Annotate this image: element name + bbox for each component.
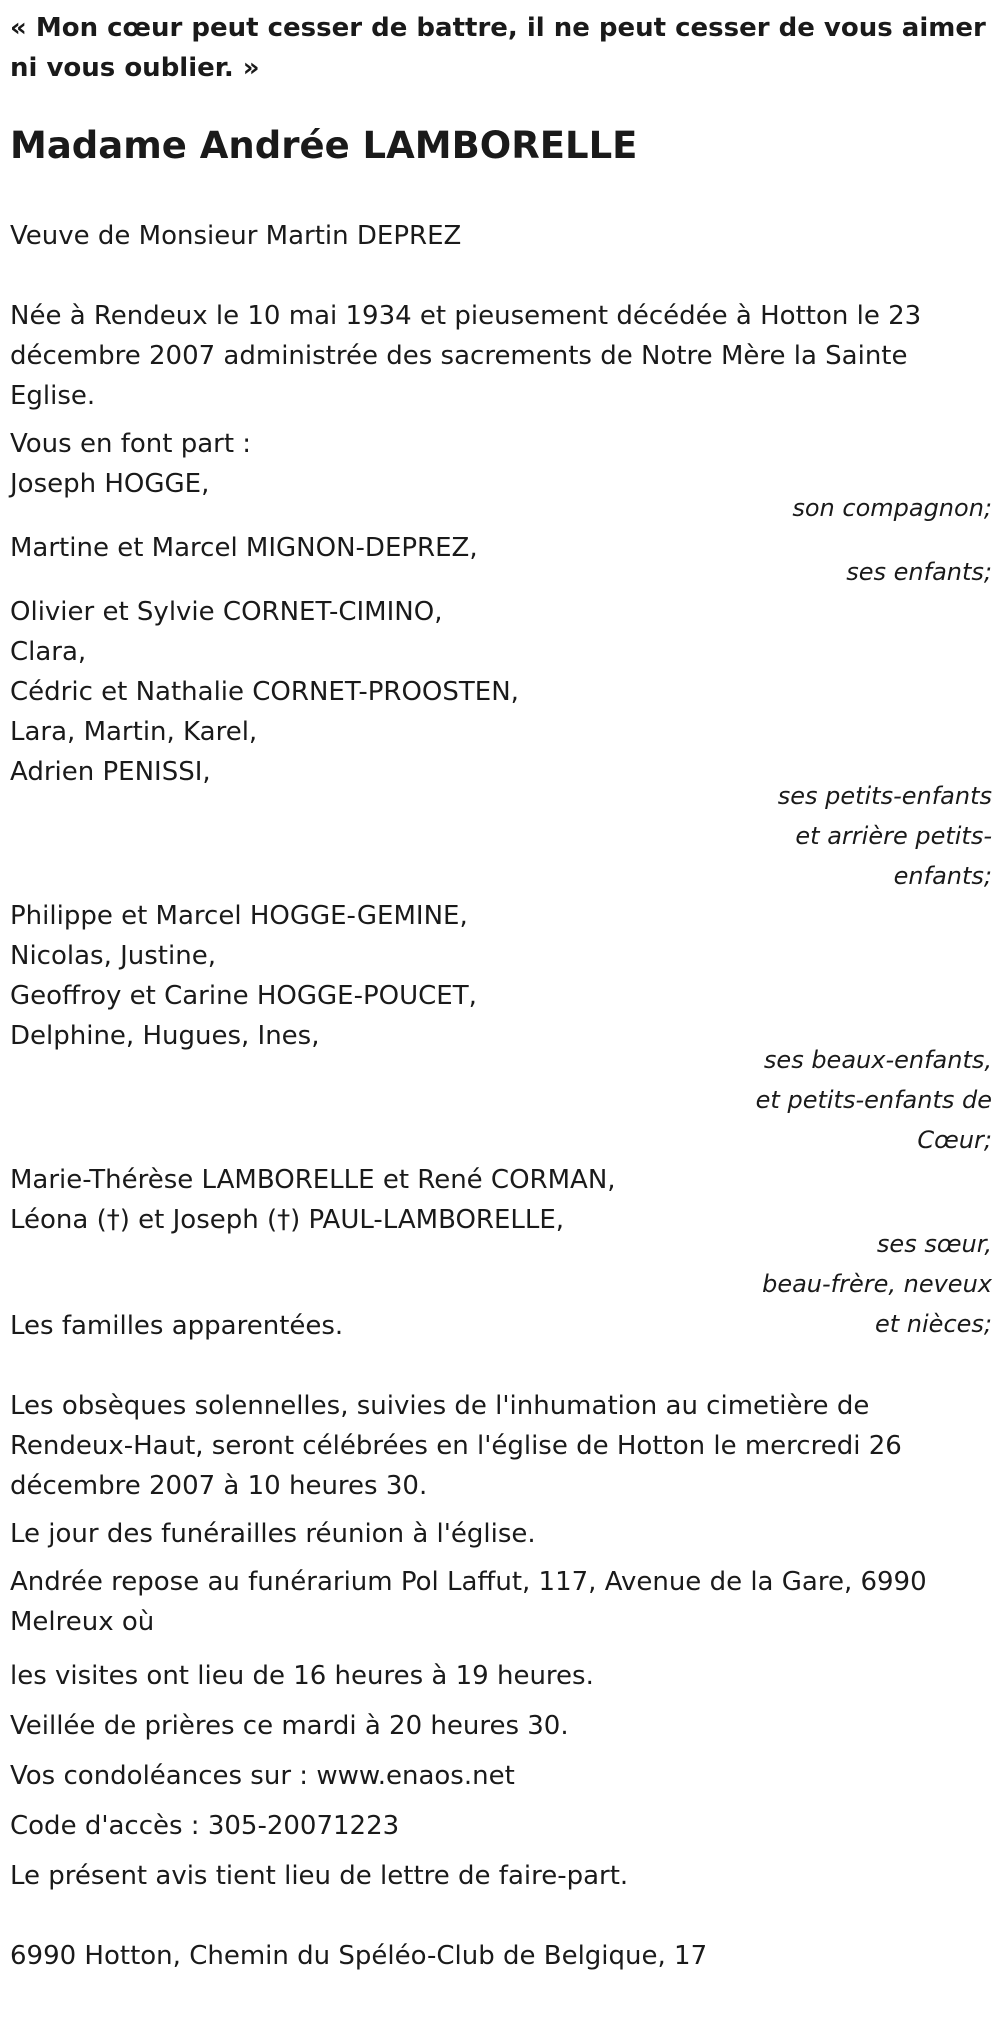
grandchildren-line: Olivier et Sylvie CORNET-CIMINO, (10, 597, 443, 627)
children-names: Martine et Marcel MIGNON-DEPREZ, (10, 533, 478, 563)
companion-relation: son compagnon; (792, 494, 992, 522)
stepchildren-line: Nicolas, Justine, (10, 941, 216, 971)
siblings-line: Marie-Thérèse LAMBORELLE et René CORMAN, (10, 1165, 616, 1195)
relation-line: et petits-enfants de (755, 1086, 992, 1114)
access-code-line: Code d'accès : 305-20071223 (10, 1811, 400, 1841)
stepchildren-line: Philippe et Marcel HOGGE-GEMINE, (10, 901, 468, 931)
funeral-paragraph: Les obsèques solennelles, suivies de l'inhumation au cimetière de Rendeux-Haut, seront célébrées en l'église de Hotton le mercredi 26 décembre 2007 à 10 heures 30. (10, 1391, 902, 1501)
stepchildren-line: Geoffroy et Carine HOGGE-POUCET, (10, 981, 477, 1011)
epigraph-quote: « Mon cœur peut cesser de battre, il ne peut cesser de vous aimer ni vous oublier. » (10, 13, 986, 83)
grandchildren-line: Clara, (10, 637, 87, 667)
deceased-name: Madame Andrée LAMBORELLE (10, 124, 638, 167)
visits-line: les visites ont lieu de 16 heures à 19 heures. (10, 1661, 594, 1691)
relation-line: et arrière petits- (795, 822, 992, 850)
birth-death-paragraph: Née à Rendeux le 10 mai 1934 et pieusement décédée à Hotton le 23 décembre 2007 administrée des sacrements de Notre Mère la Sainte Eglise. (10, 301, 922, 411)
grandchildren-line: Cédric et Nathalie CORNET-PROOSTEN, (10, 677, 519, 707)
relation-line: ses sœur, (876, 1230, 992, 1258)
grandchildren-line: Lara, Martin, Karel, (10, 717, 258, 747)
grandchildren-line: Adrien PENISSI, (10, 757, 211, 787)
address-line: 6990 Hotton, Chemin du Spéléo-Club de Belgique, 17 (10, 1941, 708, 1971)
notice-line: Le présent avis tient lieu de lettre de faire-part. (10, 1861, 629, 1891)
companion-name: Joseph HOGGE, (10, 469, 210, 499)
grandchildren-relation (592, 776, 992, 896)
siblings-line: Léona (†) et Joseph (†) PAUL-LAMBORELLE, (10, 1205, 565, 1235)
meeting-line: Le jour des funérailles réunion à l'église. (10, 1519, 536, 1549)
stepchildren-line: Delphine, Hugues, Ines, (10, 1021, 320, 1051)
children-relation: ses enfants; (846, 558, 992, 586)
relation-line: beau-frère, neveux (762, 1270, 992, 1298)
relation-line: enfants; (893, 862, 992, 890)
relation-line: et nièces; (875, 1310, 992, 1338)
vigil-line: Veillée de prières ce mardi à 20 heures 30. (10, 1711, 569, 1741)
relation-line: ses petits-enfants (777, 782, 992, 810)
relation-line: ses beaux-enfants, (763, 1046, 992, 1074)
funerarium-paragraph: Andrée repose au funérarium Pol Laffut, 117, Avenue de la Gare, 6990 Melreux où (10, 1567, 927, 1637)
related-families: Les familles apparentées. (10, 1311, 344, 1341)
condolences-line: Vos condoléances sur : www.enaos.net (10, 1761, 515, 1791)
widow-line: Veuve de Monsieur Martin DEPREZ (10, 221, 462, 251)
announce-intro: Vous en font part : (10, 429, 252, 459)
relation-line: Cœur; (917, 1126, 992, 1154)
siblings-relation (592, 1224, 992, 1344)
stepchildren-relation (592, 1040, 992, 1160)
